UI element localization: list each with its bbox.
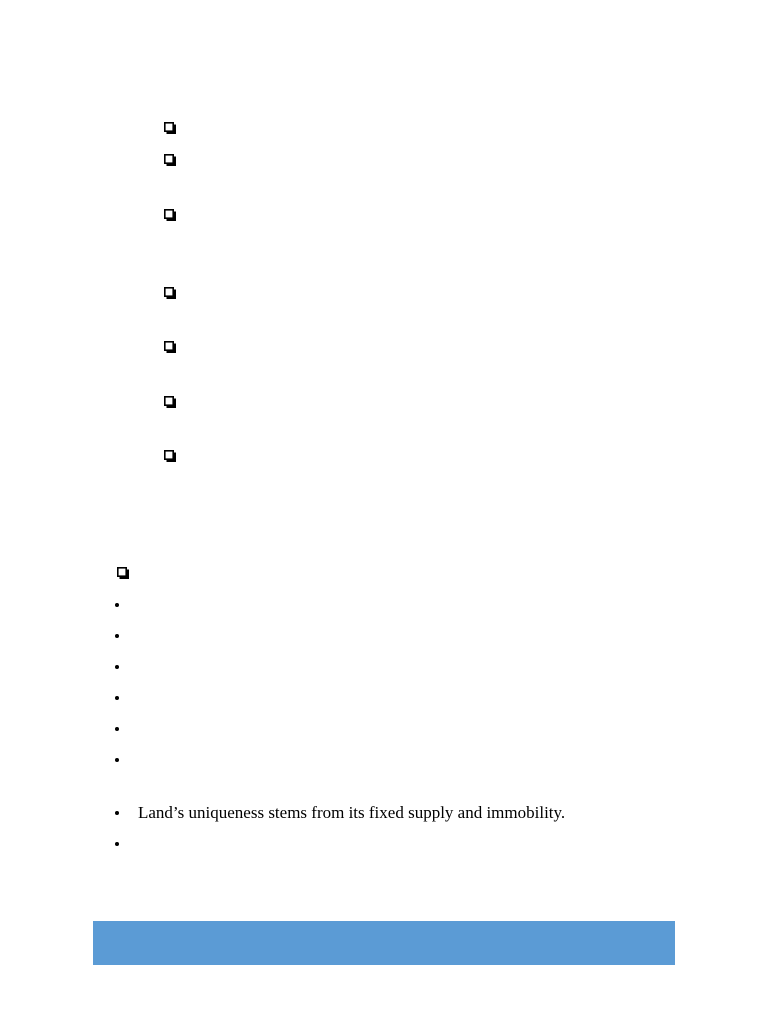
bullet-icon (115, 603, 121, 609)
checkbox-icon (164, 396, 176, 408)
section-checkbox-icon (117, 567, 129, 579)
checkbox-icon (164, 209, 176, 221)
checkbox-icon (164, 154, 176, 166)
bullet-icon (115, 665, 121, 671)
bullet-icon (115, 811, 121, 817)
bullet-icon (115, 727, 121, 733)
checkbox-icon (164, 122, 176, 134)
bullet-icon (115, 634, 121, 640)
bullet-icon (115, 842, 121, 848)
checkbox-icon (164, 341, 176, 353)
checkbox-icon (164, 287, 176, 299)
bullet-text: Land’s uniqueness stems from its fixed supply and immobility. (138, 803, 566, 822)
footer-band (93, 921, 675, 965)
bullet-icon (115, 758, 121, 764)
bullet-icon (115, 696, 121, 702)
checkbox-icon (164, 450, 176, 462)
